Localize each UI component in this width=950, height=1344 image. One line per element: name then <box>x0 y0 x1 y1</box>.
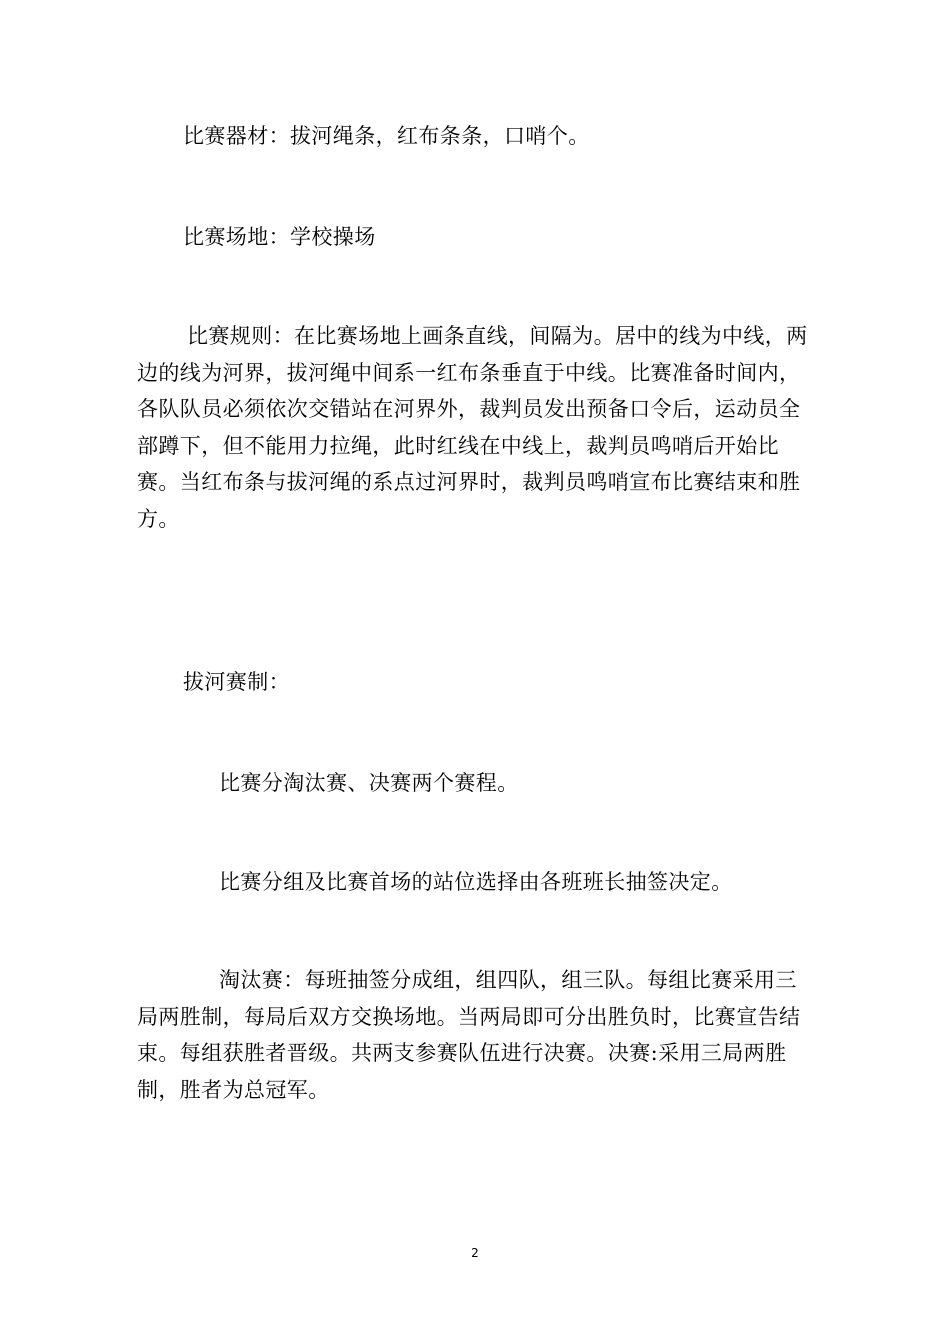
paragraph-elimination: 淘汰赛：每班抽签分成组，组四队，组三队。每组比赛采用三局两胜制，每局后双方交换场地。当两局即可分出胜负时，比赛宣告结束。每组获胜者晋级。共两支参赛队伍进行决赛。决赛:采用三局两胜制，胜者为总冠军。 <box>137 968 801 1102</box>
paragraph-stages: 比赛分淘汰赛、决赛两个赛程。 <box>219 771 519 795</box>
paragraph-venue: 比赛场地：学校操场 <box>183 225 376 249</box>
paragraph-grouping: 比赛分组及比赛首场的站位选择由各班班长抽签决定。 <box>219 870 733 894</box>
paragraph-equipment: 比赛器材：拔河绳条，红布条条，口哨个。 <box>183 124 590 148</box>
page-number: 2 <box>471 1246 479 1260</box>
paragraph-rules: 比赛规则：在比赛场地上画条直线，间隔为。居中的线为中线，两边的线为河界，拔河绳中间系一红布条垂直于中线。比赛准备时间内，各队队员必须依次交错站在河界外，裁判员发出预备口令后，运动员全部蹲下，但不能用力拉绳，此时红线在中线上，裁判员鸣哨后开始比赛。当红布条与拔河绳的系点过河界时，裁判员鸣哨宣布比赛结束和胜方。 <box>137 324 808 531</box>
paragraph-format-heading: 拔河赛制： <box>183 670 290 694</box>
